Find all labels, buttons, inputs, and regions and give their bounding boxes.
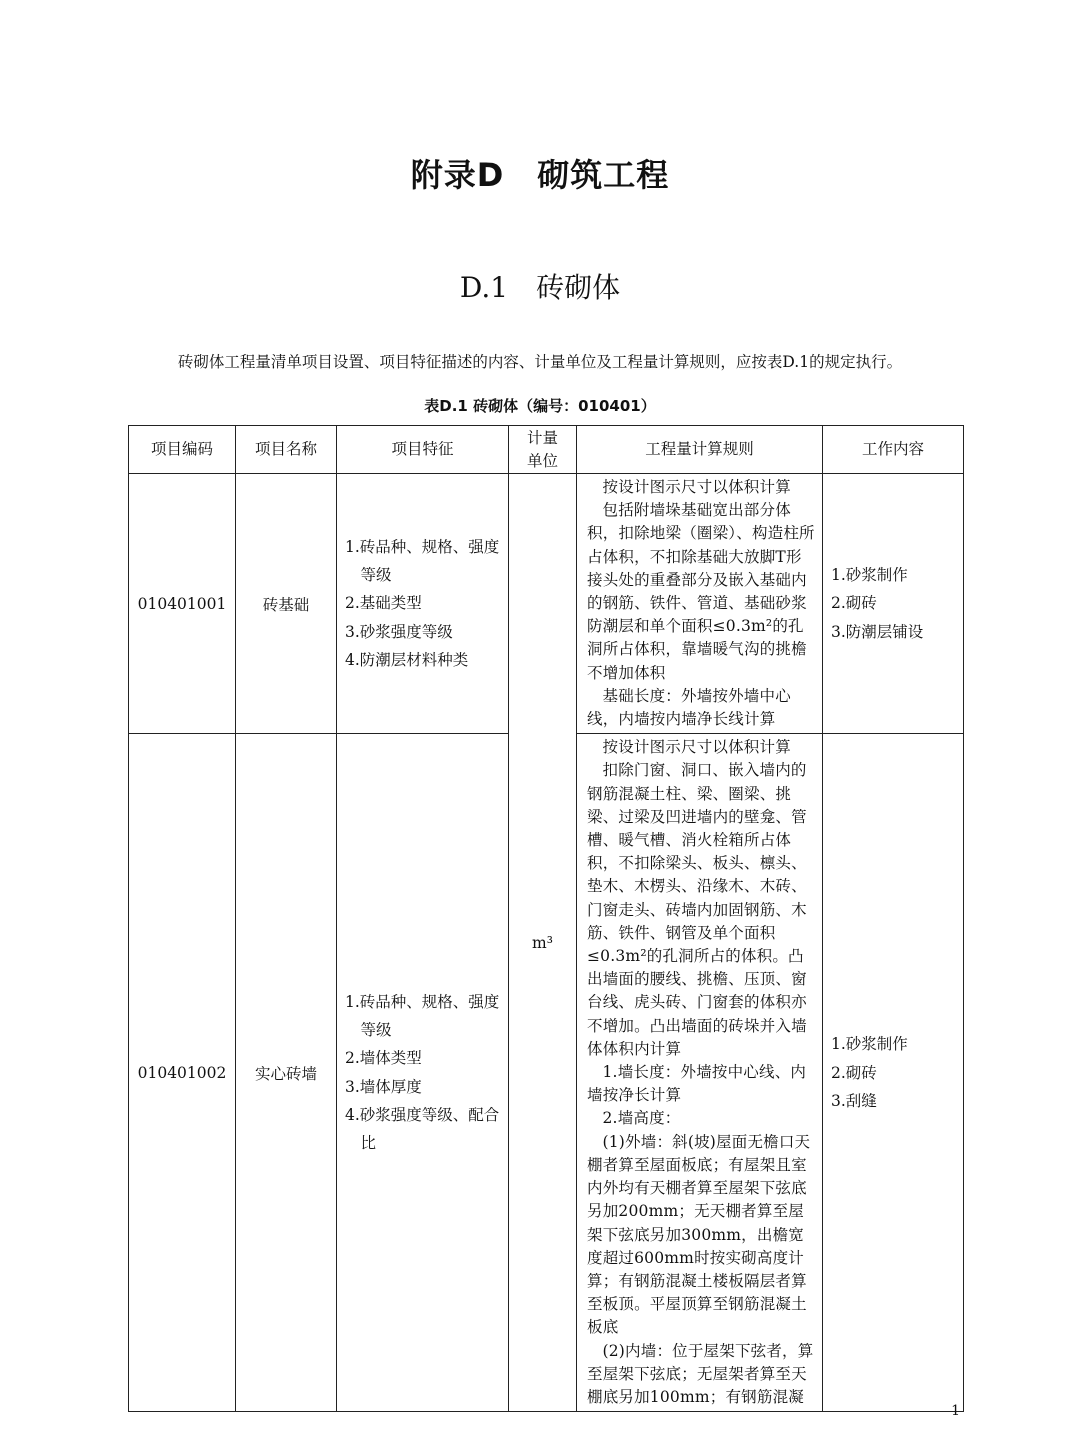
header-name: 项目名称 xyxy=(236,426,337,474)
item-code: 010401001 xyxy=(129,474,236,734)
rule-paragraph: 2.墙高度： xyxy=(602,1109,681,1128)
item-work xyxy=(823,734,964,1412)
table-container xyxy=(128,425,964,1412)
item-features xyxy=(337,474,509,734)
item-work xyxy=(823,474,964,734)
table-row xyxy=(129,474,964,734)
item-unit: m³ xyxy=(509,474,577,1412)
page-number: 1 xyxy=(951,1403,960,1419)
header-code: 项目编码 xyxy=(129,426,236,474)
work-item: 1.砂浆制作 xyxy=(831,1035,908,1054)
section-title: D.1 砖砌体 xyxy=(459,271,621,304)
table-header-row xyxy=(129,426,964,474)
item-name: 实心砖墙 xyxy=(236,734,337,1412)
brick-masonry-table xyxy=(128,425,964,1412)
header-features: 项目特征 xyxy=(337,426,509,474)
rule-paragraph: 按设计图示尺寸以体积计算 xyxy=(602,478,791,496)
rule-paragraph: 基础长度：外墙按外墙中心线，内墙按内墙净长线计算 xyxy=(587,686,791,729)
rule-paragraph: 包括附墙垛基础宽出部分体积，扣除地梁（圈梁）、构造柱所占体积，不扣除基础大放脚T形接头处的重叠部分及嵌入基础内的钢筋、铁件、管道、基础砂浆防潮层和单个面积≤0.3m²的孔洞所占体积，靠墙暖气沟的挑檐不增加体积 xyxy=(587,501,815,682)
item-code: 010401002 xyxy=(129,734,236,1412)
header-unit-line2: 单位 xyxy=(526,451,558,470)
intro-paragraph: 砖砌体工程量清单项目设置、项目特征描述的内容、计量单位及工程量计算规则，应按表D.1的规定执行。 xyxy=(177,353,903,371)
chapter-title: 附录D 砌筑工程 xyxy=(410,156,670,194)
header-work: 工作内容 xyxy=(823,426,964,474)
item-rules xyxy=(577,734,823,1412)
header-unit xyxy=(509,426,577,474)
rule-paragraph: 1.墙长度：外墙按中心线、内墙按净长计算 xyxy=(587,1063,807,1105)
rule-paragraph: 扣除门窗、洞口、嵌入墙内的钢筋混凝土柱、梁、圈梁、挑梁、过梁及凹进墙内的壁龛、管槽、暖气槽、消火栓箱所占体积，不扣除梁头、板头、檩头、垫木、木楞头、沿缘木、木砖、门窗走头、砖墙内加固钢筋、木筋、铁件、钢管及单个面积≤0.3m²的孔洞所占的体积。凸出墙面的腰线、挑檐、压顶、窗台线、虎头砖、门窗套的体积亦不增加。凸出墙面的砖垛并入墙体体积内计算 xyxy=(587,761,807,1058)
feature-item: 2.基础类型 xyxy=(345,594,422,613)
feature-item: 1.砖品种、规格、强度等级 xyxy=(345,537,500,585)
item-name: 砖基础 xyxy=(236,474,337,734)
rule-paragraph: 按设计图示尺寸以体积计算 xyxy=(602,738,791,757)
feature-item: 1.砖品种、规格、强度等级 xyxy=(345,992,500,1040)
work-item: 3.刮缝 xyxy=(831,1091,877,1110)
feature-item: 4.砂浆强度等级、配合比 xyxy=(345,1105,500,1153)
work-item: 2.砌砖 xyxy=(831,594,877,613)
item-rules xyxy=(577,474,823,734)
work-item: 1.砂浆制作 xyxy=(831,566,908,585)
feature-item: 3.墙体厚度 xyxy=(345,1077,422,1096)
feature-item: 2.墙体类型 xyxy=(345,1049,422,1068)
header-unit-line1: 计量 xyxy=(526,428,558,447)
work-item: 2.砌砖 xyxy=(831,1063,877,1082)
work-item: 3.防潮层铺设 xyxy=(831,622,924,641)
header-rules: 工程量计算规则 xyxy=(577,426,823,474)
rule-paragraph: (2)内墙：位于屋架下弦者，算至屋架下弦底；无屋架者算至天棚底另加100mm；有钢筋混凝 xyxy=(587,1341,814,1406)
item-features xyxy=(337,734,509,1412)
feature-item: 3.砂浆强度等级 xyxy=(345,622,453,641)
feature-item: 4.防潮层材料种类 xyxy=(345,651,469,670)
rule-paragraph: (1)外墙：斜(坡)屋面无檐口天棚者算至屋面板底；有屋架且室内外均有天棚者算至屋架下弦底另加200mm；无天棚者算至屋架下弦底另加300mm，出檐宽度超过600mm时按实砌高度计算；有钢筋混凝土楼板隔层者算至板顶。平屋顶算至钢筋混凝土板底 xyxy=(587,1132,811,1337)
table-caption: 表D.1 砖砌体（编号：010401） xyxy=(424,397,656,415)
